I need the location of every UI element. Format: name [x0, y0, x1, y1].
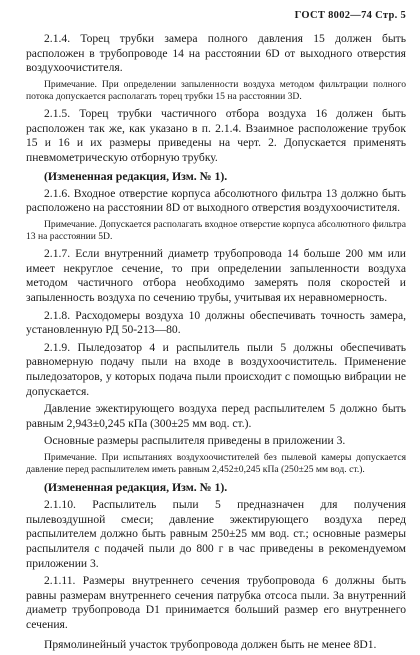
paragraph-2-1-10: 2.1.10. Распылитель пыли 5 предназначен для получения пылевоздушной смеси; давление эжектирующего воздуха перед распылителем должно быть равным 250±25 мм вод. ст.; основные размеры распылителя с подачей пыли до 800 г в час приведены в рекомендуемом приложении 3.	[26, 498, 406, 570]
paragraph-2-1-6: 2.1.6. Входное отверстие корпуса абсолютного фильтра 13 должно быть расположено на расстоянии 8D от выходного отверстия воздухоочистителя.	[26, 186, 406, 215]
amendment-note: (Измененная редакция, Изм. № 1).	[44, 168, 228, 183]
note-2-1-9: Примечание. При испытаниях воздухоочистителей без пылевой камеры допускается давление перед распылителем иметь равным 2,452±0,245 кПа (250±25 мм вод. ст.).	[26, 451, 406, 476]
document-body	[26, 32, 406, 655]
paragraph-2-1-8: 2.1.8. Расходомеры воздуха 10 должны обеспечивать точность замера, установленную РД 50-213—80.	[26, 308, 406, 337]
paragraph-pressure: Давление эжектирующего воздуха перед распылителем 5 должно быть равным 2,943±0,245 кПа (300±25 мм вод. ст.).	[26, 402, 406, 430]
note-2-1-6: Примечание. Допускается располагать входное отверстие корпуса абсолютного фильтра 13 на расстоянии 5D.	[26, 218, 406, 242]
paragraph-2-1-11: 2.1.11. Размеры внутреннего сечения трубопровода 6 должны быть равны размерам внутреннего сечения патрубка отсоса пыли. За внутренний диаметр трубопровода D1 принимается больший размер его внутреннего сечения.	[26, 574, 406, 632]
paragraph-2-1-4: 2.1.4. Торец трубки замера полного давления 15 должен быть расположен в трубопроводе 14 на расстоянии 6D от выходного отверстия воздухоочистителя.	[26, 32, 406, 75]
paragraph-2-1-7: 2.1.7. Если внутренний диаметр трубопровода 14 больше 200 мм или имеет некруглое сечение, то при определении запыленности воздуха методом частичного отбора необходимо замерять поля скоростей и запыленность воздуха по сечению трубы, учитывая их неравномерность.	[26, 247, 406, 304]
paragraph-sprayer-sizes: Основные размеры распылителя приведены в приложении 3.	[44, 434, 346, 448]
paragraph-2-1-9: 2.1.9. Пыледозатор 4 и распылитель пыли 5 должны обеспечивать равномерную подачу пыли на входе в воздухоочиститель. Применение пыледозаторов, у которых подача пыли происходит с помощью вибрации не допускается.	[26, 340, 406, 398]
amendment-note: (Измененная редакция, Изм. № 1).	[44, 480, 228, 495]
page-header: ГОСТ 8002—74 Стр. 5	[294, 10, 406, 21]
note-2-1-4: Примечание. При определении запыленности воздуха методом фильтрации полного потока допускается располагать торец трубки 15 на расстоянии 3D.	[26, 78, 406, 102]
paragraph-2-1-5: 2.1.5. Торец трубки частичного отбора воздуха 16 должен быть расположен так же, как указано в п. 2.1.4. Взаимное расположение трубок 15 и 16 и их размеры приведены на черт. 2. Допускается применять пневмометрическую отборную трубку.	[26, 107, 406, 164]
paragraph-straight-section: Прямолинейный участок трубопровода должен быть не менее 8D1.	[44, 637, 377, 651]
